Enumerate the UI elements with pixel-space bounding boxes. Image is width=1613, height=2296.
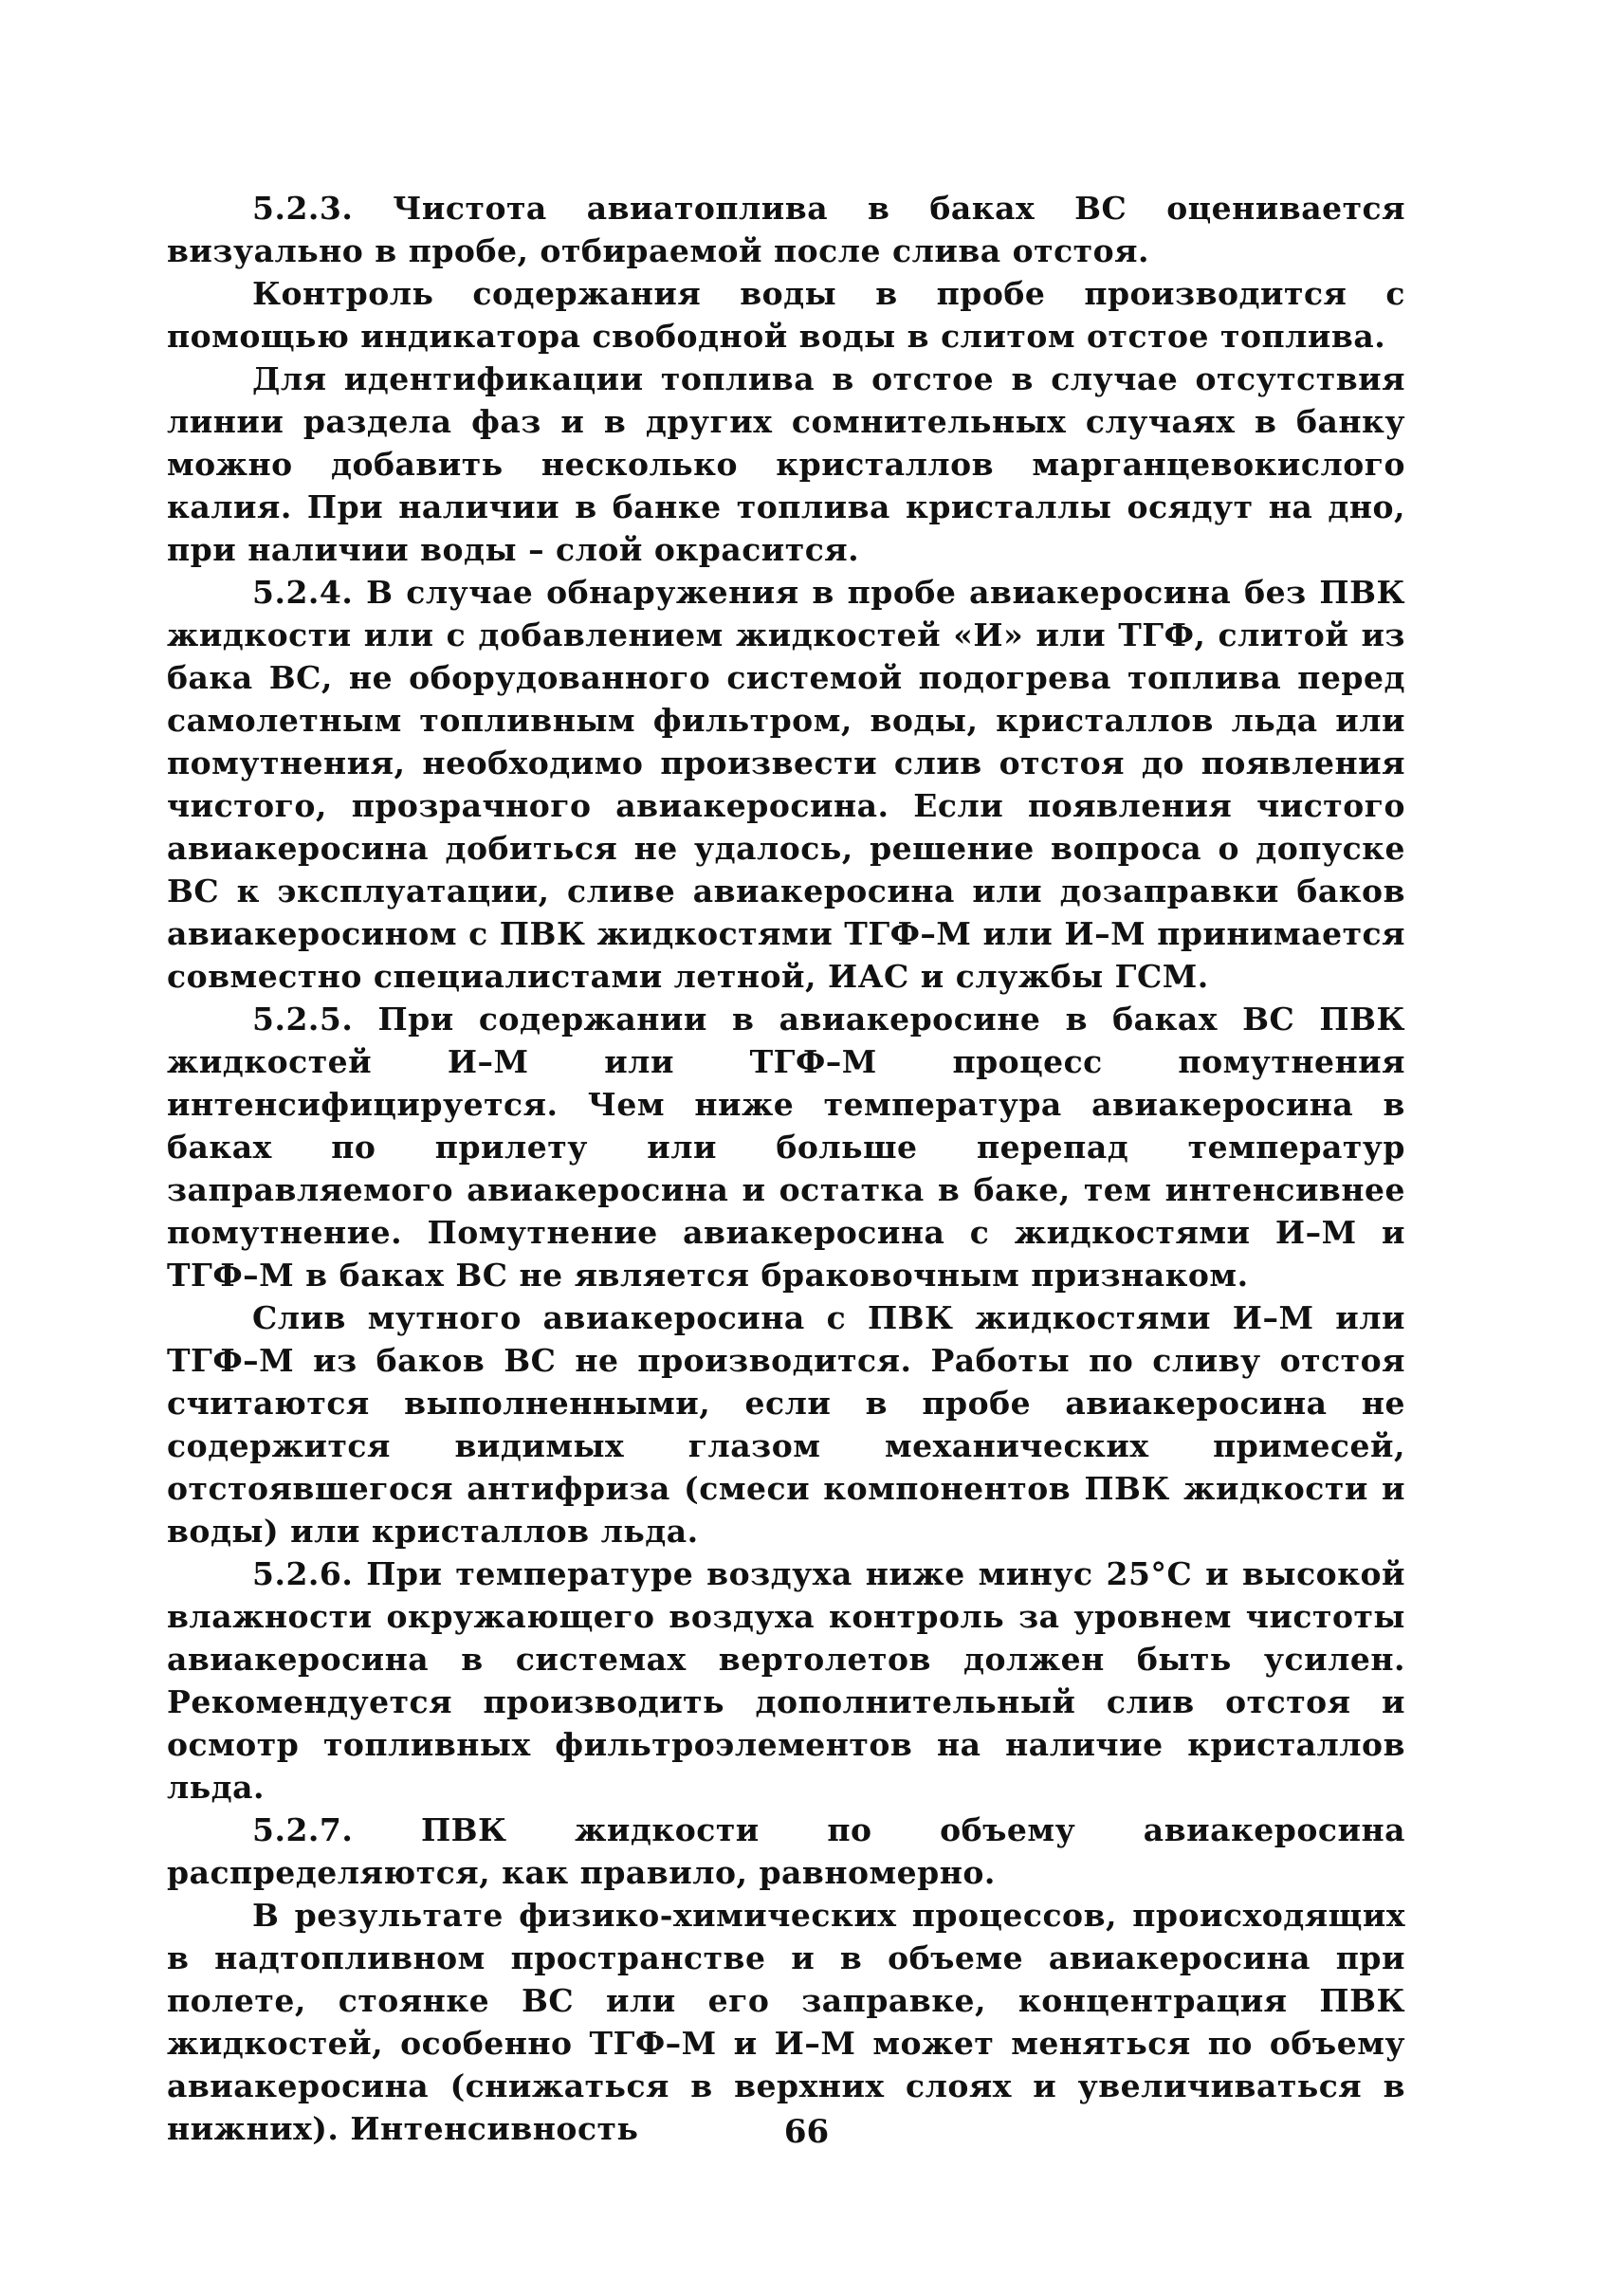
paragraph-identification: Для идентификации топлива в отстое в случае отсутствия линии раздела фаз и в других сомнительных случаях в банку можно добавить несколько кристаллов марганцевокислого калия. При наличии в банке топлива кристаллы осядут на дно, при наличии воды – слой окрасится. bbox=[167, 360, 1405, 568]
body-text bbox=[167, 187, 1405, 2150]
paragraph-5-2-6: 5.2.6. При температуре воздуха ниже минус 25°С и высокой влажности окружающего воздуха контроль за уровнем чистоты авиакеросина в системах вертолетов должен быть усилен. Рекомендуется производить дополнительный слив отстоя и осмотр топливных фильтроэлементов на наличие кристаллов льда. bbox=[167, 1555, 1405, 1806]
page-number: 66 bbox=[783, 2113, 830, 2151]
paragraph-5-2-3: 5.2.3. Чистота авиатоплива в баках ВС оценивается визуально в пробе, отбираемой после слива отстоя. bbox=[167, 190, 1405, 269]
paragraph-5-2-5: 5.2.5. При содержании в авиакеросине в баках ВС ПВК жидкостей И–М или ТГФ–М процесс помутнения интенсифицируется. Чем ниже температура авиакеросина в баках по прилету или больше перепад температур заправляемого авиакеросина и остатка в баке, тем интенсивнее помутнение. Помутнение авиакеросина с жидкостями И–М и ТГФ–М в баках ВС не является браковочным признаком. bbox=[167, 1001, 1405, 1294]
paragraph-5-2-4: 5.2.4. В случае обнаружения в пробе авиакеросина без ПВК жидкости или с добавлением жидкостей «И» или ТГФ, слитой из бака ВС, не оборудованного системой подогрева топлива перед самолетным топливным фильтром, воды, кристаллов льда или помутнения, необходимо произвести слив отстоя до появления чистого, прозрачного авиакеросина. Если появления чистого авиакеросина добиться не удалось, решение вопроса о допуске ВС к эксплуатации, сливе авиакеросина или дозаправки баков авиакеросином с ПВК жидкостями ТГФ–М или И–М принимается совместно специалистами летной, ИАС и службы ГСМ. bbox=[167, 574, 1405, 995]
paragraph-water-control: Контроль содержания воды в пробе производится с помощью индикатора свободной воды в слитом отстое топлива. bbox=[167, 275, 1405, 355]
paragraph-turbid-drain: Слив мутного авиакеросина с ПВК жидкостями И–М или ТГФ–М из баков ВС не производится. Работы по сливу отстоя считаются выполненными, если в пробе авиакеросина не содержится видимых глазом механических примесей, отстоявшегося антифриза (смеси компонентов ПВК жидкости и воды) или кристаллов льда. bbox=[167, 1299, 1405, 1550]
paragraph-physicochemical: В результате физико-химических процессов, происходящих в надтопливном пространстве и в объеме авиакеросина при полете, стоянке ВС или его заправке, концентрация ПВК жидкостей, особенно ТГФ–М и И–М может меняться по объему авиакеросина (снижаться в верхних слоях и увеличиваться в нижних). Интенсивность bbox=[167, 1897, 1405, 2147]
paragraph-5-2-7: 5.2.7. ПВК жидкости по объему авиакеросина распределяются, как правило, равномерно. bbox=[167, 1811, 1405, 1891]
